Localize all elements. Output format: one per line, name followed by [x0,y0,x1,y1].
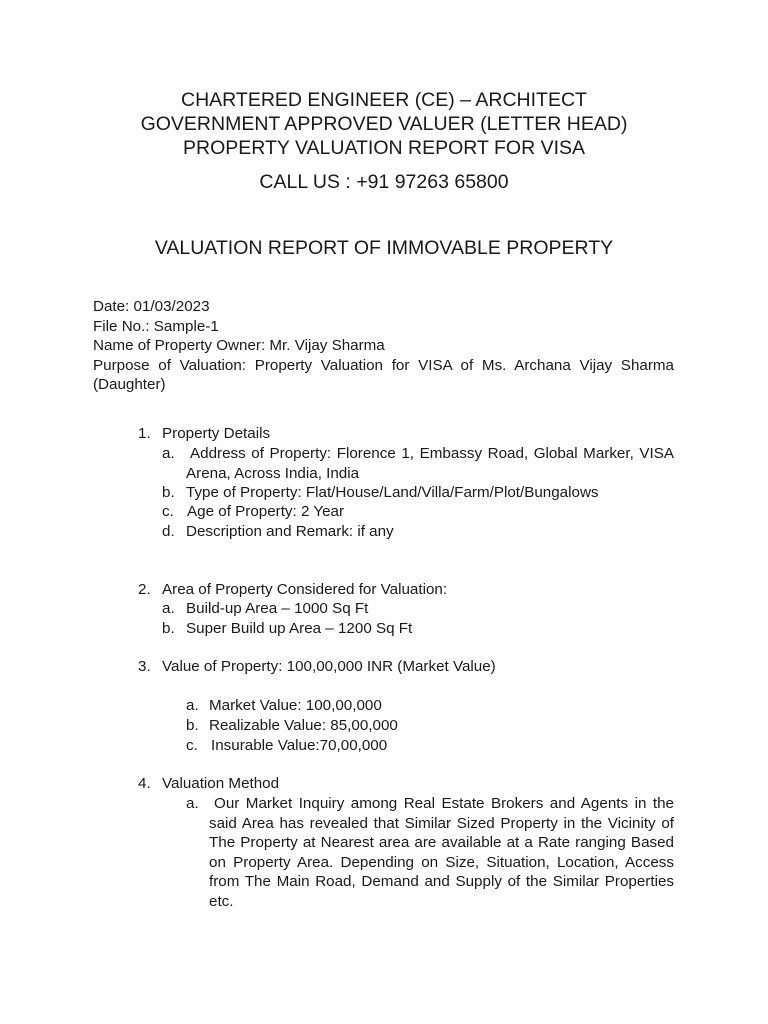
valuation-purpose: Purpose of Valuation: Property Valuation for VISA of Ms. Archana Vijay Sharma (Daughter) [93,356,674,393]
section-1c-marker: c. [162,503,174,520]
report-title: VALUATION REPORT OF IMMOVABLE PROPERTY [154,237,614,259]
letterhead-line-3: PROPERTY VALUATION REPORT FOR VISA [182,137,586,159]
report-date: Date: 01/03/2023 [93,298,210,315]
valuation-method-text: Our Market Inquiry among Real Estate Brokers and Agents in the said Area has revealed that Similar Sized Property in the Vicinity of The Property at Nearest area are available at a Rate ranging Based on Property Area. Depending on Size, Situation, Location, Access from The Main Road, Demand and Supply of the Similar Properties etc. [209,795,674,910]
insurable-value: Insurable Value:70,00,000 [211,737,388,754]
buildup-area: Build-up Area – 1000 Sq Ft [186,600,369,617]
property-address: Address of Property: Florence 1, Embassy Road, Global Marker, VISA Arena, Across India, India [186,445,674,482]
section-4-title: Valuation Method [162,775,280,792]
property-type: Type of Property: Flat/House/Land/Villa/Farm/Plot/Bungalows [186,484,599,501]
letterhead-line-2: GOVERNMENT APPROVED VALUER (LETTER HEAD) [140,113,628,135]
section-1d-marker: d. [162,523,175,540]
section-3a-marker: a. [186,697,199,714]
section-3c-marker: c. [186,737,198,754]
section-2a-marker: a. [162,600,175,617]
property-description: Description and Remark: if any [186,523,394,540]
market-value: Market Value: 100,00,000 [209,697,382,714]
section-1-title: Property Details [162,425,271,442]
section-4a-marker: a. [186,795,199,812]
realizable-value: Realizable Value: 85,00,000 [209,717,398,734]
section-1-number: 1. [138,425,151,442]
section-2-number: 2. [138,581,151,598]
call-us-line: CALL US : +91 97263 65800 [259,171,509,193]
file-number: File No.: Sample-1 [93,317,219,335]
section-1a-marker: a. [162,445,175,462]
section-2-title: Area of Property Considered for Valuation: [162,581,448,598]
section-4-number: 4. [138,775,151,792]
section-3-title: Value of Property: 100,00,000 INR (Market Value) [162,658,496,675]
property-age: Age of Property: 2 Year [187,503,345,520]
section-2b-marker: b. [162,620,175,637]
report-meta [93,297,674,395]
section-1b-marker: b. [162,484,175,501]
section-3b-marker: b. [186,717,199,734]
letterhead-line-1: CHARTERED ENGINEER (CE) – ARCHITECT [181,89,587,111]
section-3-number: 3. [138,658,151,675]
property-owner: Name of Property Owner: Mr. Vijay Sharma [93,337,385,354]
super-buildup-area: Super Build up Area – 1200 Sq Ft [186,620,413,637]
